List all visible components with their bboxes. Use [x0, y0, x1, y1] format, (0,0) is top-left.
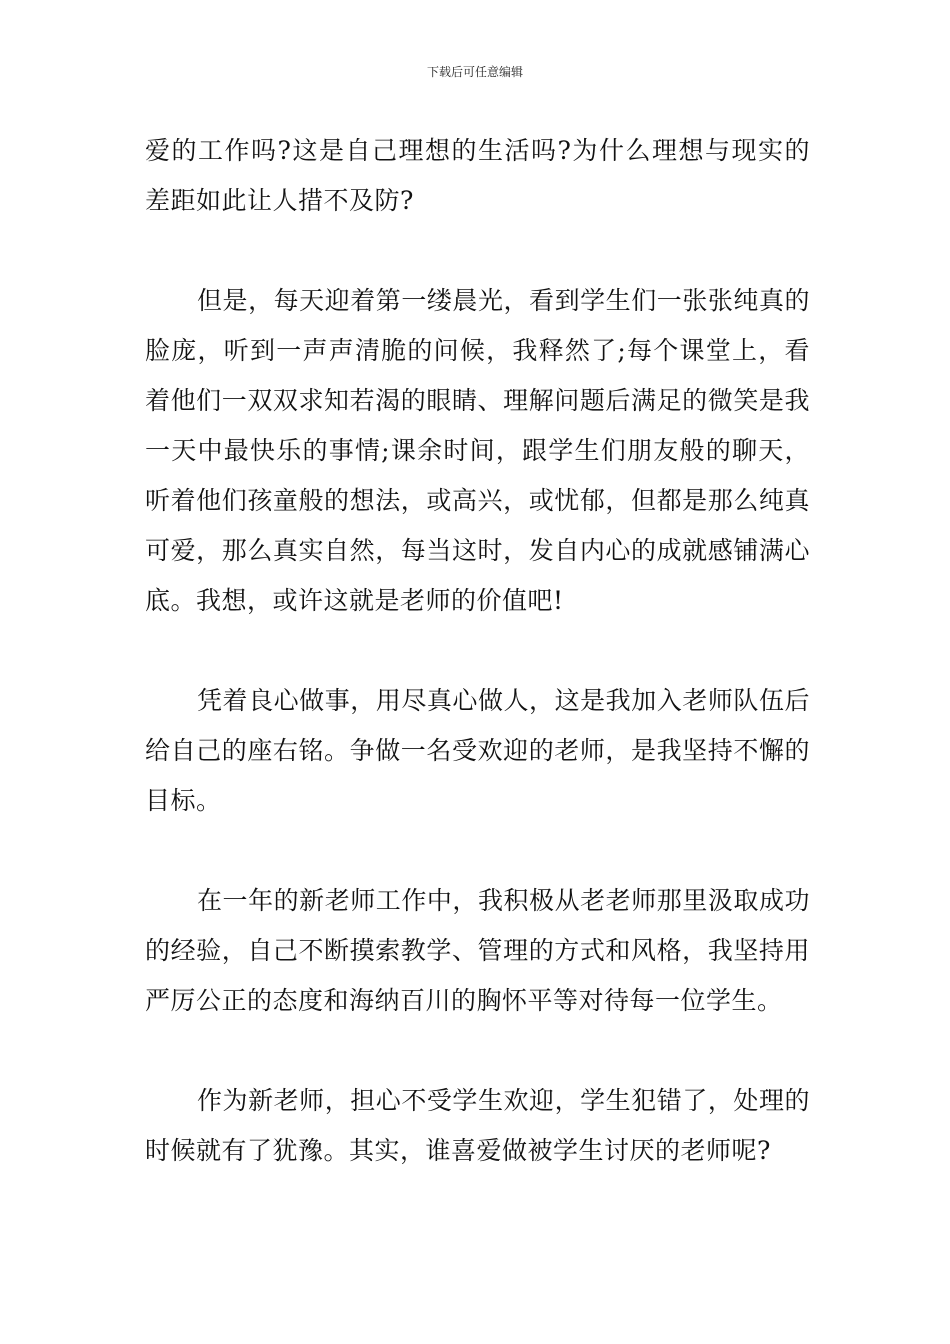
- paragraph-4: 在一年的新老师工作中，我积极从老老师那里汲取成功的经验，自己不断摸索教学、管理的方式和风格，我坚持用严厉公正的态度和海纳百川的胸怀平等对待每一位学生。: [145, 886, 810, 1015]
- paragraph-2: 但是，每天迎着第一缕晨光，看到学生们一张张纯真的脸庞，听到一声声清脆的问候，我释然了;每个课堂上，看着他们一双双求知若渴的眼睛、理解问题后满足的微笑是我一天中最快乐的事情;课余时间，跟学生们朋友般的聊天，听着他们孩童般的想法，或高兴，或忧郁，但都是那么纯真可爱，那么真实自然，每当这时，发自内心的成就感铺满心底。我想，或许这就是老师的价值吧!: [145, 286, 810, 615]
- page-header: 下载后可任意编辑: [426, 65, 523, 79]
- paragraph-5: 作为新老师，担心不受学生欢迎，学生犯错了，处理的时候就有了犹豫。其实，谁喜爱做被学生讨厌的老师呢?: [145, 1086, 810, 1165]
- paragraph-1: 爱的工作吗?这是自己理想的生活吗?为什么理想与现实的差距如此让人措不及防?: [145, 136, 810, 215]
- document-body: [145, 126, 810, 1226]
- paragraph-3: 凭着良心做事，用尽真心做人，这是我加入老师队伍后给自己的座右铭。争做一名受欢迎的老师，是我坚持不懈的目标。: [145, 686, 810, 815]
